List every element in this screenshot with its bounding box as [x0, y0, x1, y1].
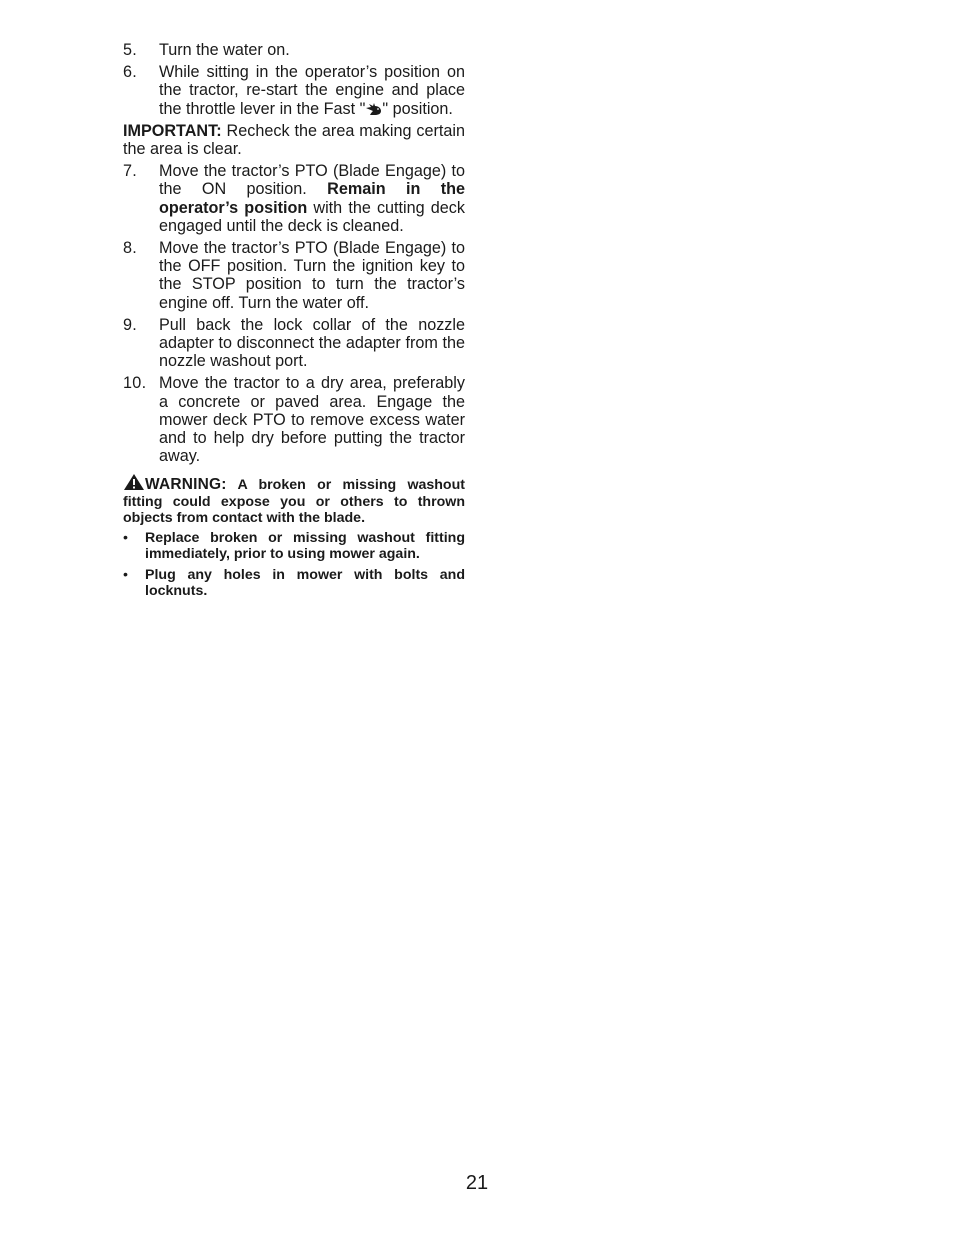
- important-text: Recheck the area making certain the area is clear.: [123, 121, 465, 159]
- step-5: [123, 41, 465, 59]
- step-8: [123, 239, 465, 312]
- step-text-after: " position.: [382, 99, 453, 118]
- list-item: [123, 530, 465, 563]
- step-number: 8.: [123, 239, 138, 258]
- important-note: [123, 122, 465, 158]
- bullet-marker: •: [123, 529, 128, 546]
- step-text-before: Move the tractor’s PTO (Blade Engage) to the ON position.: [159, 162, 465, 199]
- warning-block: [123, 473, 465, 526]
- step-6: [123, 63, 465, 118]
- rabbit-fast-icon: [365, 102, 382, 116]
- step-text-after: with the cutting deck engaged until the deck is cleaned.: [159, 198, 465, 235]
- page-number: 21: [465, 1172, 489, 1194]
- step-text: Move the tractor to a dry area, preferably a concrete or paved area. Engage the mower deck PTO to remove excess water and to help dry before putting the tractor away.: [159, 374, 465, 466]
- step-7: [123, 162, 465, 235]
- step-number: 10.: [123, 374, 147, 393]
- bullet-text: Replace broken or missing washout fitting immediately, prior to using mower again.: [145, 529, 465, 563]
- step-text: [159, 162, 465, 235]
- step-10: [123, 374, 465, 465]
- step-text: Move the tractor’s PTO (Blade Engage) to the OFF position. Turn the ignition key to the STOP position to turn the tractor’s engine off. Turn the water off.: [159, 239, 465, 312]
- step-text: [159, 63, 465, 118]
- warning-label: WARNING:: [145, 476, 227, 494]
- step-text: Pull back the lock collar of the nozzle adapter to disconnect the adapter from the nozzle washout port.: [159, 315, 465, 371]
- warning-bullet-list: [123, 530, 465, 600]
- important-label: IMPORTANT:: [123, 121, 222, 140]
- step-number: 6.: [123, 63, 138, 82]
- step-number: 9.: [123, 315, 138, 334]
- bullet-text: Plug any holes in mower with bolts and locknuts.: [145, 566, 465, 599]
- list-item: [123, 567, 465, 600]
- bullet-marker: •: [123, 566, 128, 583]
- step-text-before: While sitting in the operator’s position on the tractor, re-start the engine and place the throttle lever in the Fast ": [159, 63, 465, 118]
- step-text: Turn the water on.: [159, 41, 290, 59]
- step-9: [123, 316, 465, 371]
- warning-triangle-icon: [123, 473, 145, 491]
- warning-text: A broken or missing washout fitting could expose you or others to thrown objects from contact with the blade.: [123, 477, 465, 527]
- step-text-emphasis: Remain in the operator’s position: [159, 180, 465, 217]
- step-number: 7.: [123, 162, 138, 181]
- instruction-column: [123, 41, 465, 603]
- step-number: 5.: [123, 41, 138, 59]
